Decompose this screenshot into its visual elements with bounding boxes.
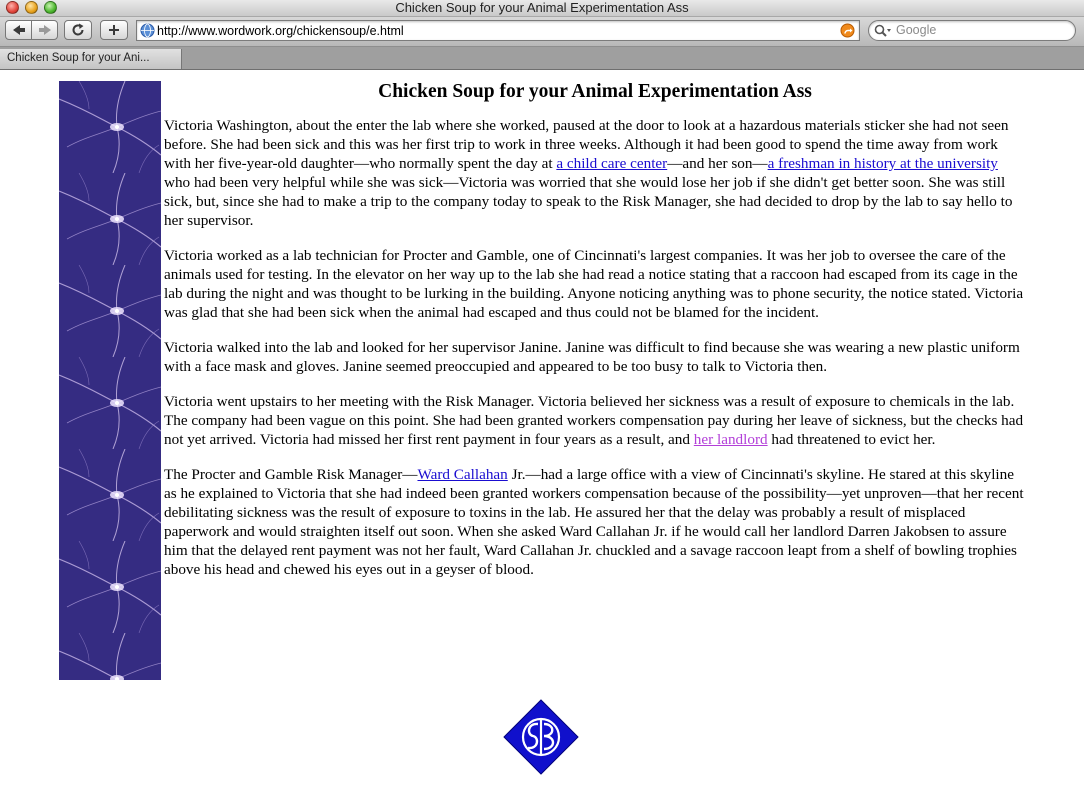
tab-bar bbox=[0, 47, 1084, 70]
paragraph-text: Victoria Washington, about the enter the lab where she worked, paused at the door to look at a hazardous materials sticker she had not seen before. She had been sick and this was her first trip to work in three weeks. Although it had been good to spend the time away from work with her five-year-old daughter—who normally spent the day at bbox=[164, 117, 1009, 172]
paragraph-text: who had been very helpful while she was sick—Victoria was worried that she would lose her job if she didn't get better soon. She was still sick, but, since she had to make a trip to the company today to speak to the Risk Manager, she had decided to drop by the lab to say hello to her supervisor. bbox=[164, 174, 1013, 229]
paragraph-3: Victoria walked into the lab and looked for her supervisor Janine. Janine was difficult to find because she was wearing a new plastic uniform with a face mask and gloves. Janine seemed preoccupied and appeared to be too busy to talk to Victoria then. bbox=[164, 339, 1020, 375]
paragraph-text: had threatened to evict her. bbox=[767, 431, 936, 448]
paragraph-text: Victoria went upstairs to her meeting with the Risk Manager. Victoria believed her sickness was a result of exposure to chemicals in the lab. The company had been vague on this point. She had been granted workers compensation pay during her leave of sickness, but the checks had not yet arrived. Victoria had missed her first rent payment in four years as a result, and bbox=[164, 393, 1024, 448]
globe-icon bbox=[140, 23, 155, 38]
child-care-center-link[interactable]: a child care center bbox=[556, 155, 668, 172]
tab-label: Chicken Soup for your Ani... bbox=[7, 52, 150, 64]
address-bar[interactable] bbox=[136, 20, 860, 41]
search-input[interactable] bbox=[868, 20, 1076, 41]
rss-icon[interactable] bbox=[840, 23, 855, 38]
paragraph-2: Victoria worked as a lab technician for Procter and Gamble, one of Cincinnati's largest companies. It was her job to oversee the care of the animals used for testing. In the elevator on her way up to the lab she had read a notice stating that a raccoon had escaped from its cage in the lab during the night and was thought to be lurking in the building. Anyone noticing anything was to phone security, the notice stated. Victoria was glad that she had been sick when the animal had escaped and thus could not be blamed for the incident. bbox=[164, 247, 1024, 321]
freshman-history-link[interactable]: a freshman in history at the university bbox=[767, 155, 998, 172]
paragraph-4 bbox=[164, 392, 1026, 449]
sidebar-image bbox=[59, 81, 161, 680]
plus-icon bbox=[108, 24, 120, 36]
landlord-link[interactable]: her landlord bbox=[693, 431, 768, 448]
reload-button[interactable] bbox=[64, 20, 92, 40]
article bbox=[164, 80, 1026, 595]
paragraph-1 bbox=[164, 116, 1026, 230]
paragraph-text: —and her son— bbox=[667, 155, 768, 172]
forward-arrow-icon bbox=[38, 24, 52, 36]
tab-active[interactable] bbox=[0, 49, 182, 69]
paragraph-text: The Procter and Gamble Risk Manager— bbox=[164, 466, 418, 483]
search-placeholder: Google bbox=[896, 23, 937, 37]
paragraph-5 bbox=[164, 465, 1026, 579]
page-title: Chicken Soup for your Animal Experimentation Ass bbox=[378, 81, 812, 102]
add-bookmark-button[interactable] bbox=[100, 20, 128, 40]
browser-toolbar bbox=[0, 17, 1084, 47]
reload-icon bbox=[71, 23, 85, 37]
paragraph-text: Jr.—had a large office with a view of Cincinnati's skyline. He stared at this skyline as he explained to Victoria that she had indeed been granted workers compensation because of the possibility—yet unproven—that her recent debilitating sickness was the result of exposure to toxins in the lab. He assured her that the delay was probably a result of misplaced paperwork and would straighten itself out soon. When she asked Ward Callahan Jr. if he would call her landlord Darren Jakobsen to assure him that the delayed rent payment was not her fault, Ward Callahan Jr. chuckled and a savage raccoon leapt from a shelf of bowling trophies above his head and chewed his eyes out in a geyser of blood. bbox=[164, 466, 1024, 578]
url-text: http://www.wordwork.org/chickensoup/e.html bbox=[157, 24, 404, 38]
site-logo[interactable] bbox=[503, 699, 579, 775]
forward-button[interactable] bbox=[31, 20, 58, 40]
back-button[interactable] bbox=[5, 20, 32, 40]
back-arrow-icon bbox=[12, 24, 26, 36]
search-icon bbox=[874, 24, 892, 38]
title-bar bbox=[0, 0, 1084, 17]
window-title: Chicken Soup for your Animal Experimentation Ass bbox=[395, 0, 689, 15]
ward-callahan-link[interactable]: Ward Callahan bbox=[417, 466, 508, 483]
